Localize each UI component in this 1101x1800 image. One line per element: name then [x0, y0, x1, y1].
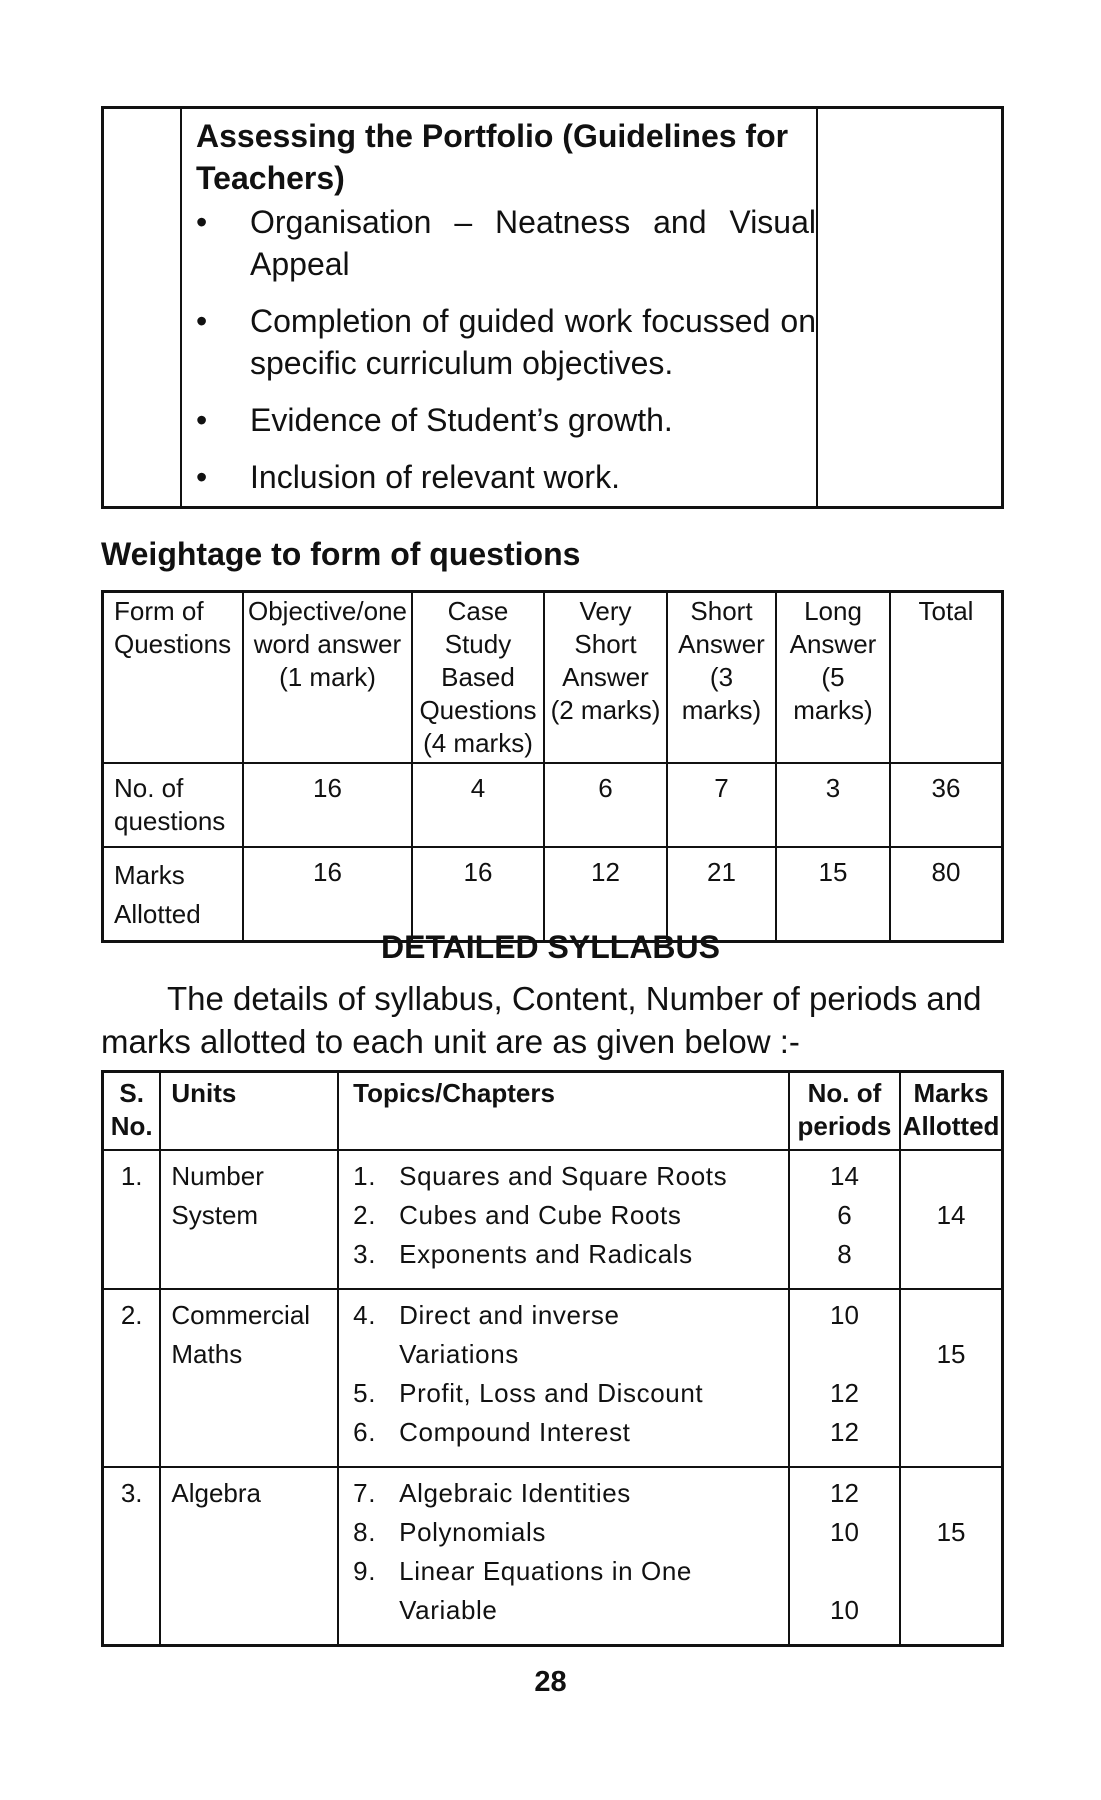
- topic-item: [353, 1474, 788, 1513]
- topic-number: 2.: [353, 1200, 377, 1230]
- topic-text: Compound Interest: [399, 1417, 631, 1447]
- topic-number: [353, 1591, 399, 1630]
- topic-text: Direct and inverse: [399, 1300, 620, 1330]
- table-row: [103, 1150, 1003, 1289]
- row-label: Marks Allotted: [103, 847, 244, 942]
- periods-list: [790, 1151, 899, 1288]
- syllabus-header-row: [103, 1072, 1003, 1151]
- row-sno: 3.: [120, 1478, 143, 1508]
- table-cell: 80: [890, 847, 1003, 942]
- row-sno: 1.: [120, 1161, 143, 1191]
- topic-item: [353, 1157, 788, 1196]
- topic-text: Squares and Square Roots: [399, 1161, 728, 1191]
- topic-text: Cubes and Cube Roots: [399, 1200, 682, 1230]
- row-label: No. of questions: [103, 763, 244, 847]
- row-unit: Commercial Maths: [171, 1300, 311, 1369]
- period-value: 6: [837, 1200, 852, 1230]
- marks-value: 15: [936, 1517, 966, 1547]
- portfolio-box: [101, 106, 1004, 509]
- topic-item: [353, 1235, 788, 1274]
- topic-number: 3.: [353, 1239, 377, 1269]
- header-sno: S. No.: [103, 1072, 161, 1151]
- portfolio-divider-left: [180, 109, 182, 506]
- weightage-title: Weightage to form of questions: [101, 536, 581, 572]
- period-value: 10: [829, 1300, 859, 1330]
- row-unit: Algebra: [171, 1478, 262, 1508]
- period-value: 12: [829, 1417, 859, 1447]
- period-value: [790, 1335, 899, 1374]
- table-cell: 16: [412, 847, 544, 942]
- period-value: 14: [829, 1161, 859, 1191]
- topic-item: [353, 1374, 788, 1413]
- header-short: Short Answer (3 marks): [667, 592, 776, 764]
- syllabus-intro: The details of syllabus, Content, Number of periods and marks allotted to each unit are as given below :-: [101, 980, 982, 1060]
- weightage-table: [101, 590, 1004, 943]
- table-cell: 36: [890, 763, 1003, 847]
- topic-item: [353, 1591, 788, 1630]
- table-row: [103, 1289, 1003, 1467]
- topic-text: Variable: [399, 1595, 498, 1625]
- marks-value: 15: [936, 1339, 966, 1369]
- topic-text: Profit, Loss and Discount: [399, 1378, 704, 1408]
- table-row: [103, 763, 1003, 847]
- weightage-header-row: [103, 592, 1003, 764]
- table-cell: 6: [544, 763, 667, 847]
- table-cell: 15: [776, 847, 890, 942]
- portfolio-item: [196, 201, 816, 285]
- topic-item: [353, 1552, 788, 1591]
- topic-number: 1.: [353, 1161, 377, 1191]
- period-value: 10: [829, 1517, 859, 1547]
- topic-item: [353, 1413, 788, 1452]
- table-row: [103, 1467, 1003, 1646]
- topic-text: Linear Equations in One: [399, 1556, 692, 1586]
- periods-list: [790, 1290, 899, 1466]
- bullet-icon: •: [196, 303, 208, 339]
- period-value: 8: [837, 1239, 852, 1269]
- topic-item: [353, 1296, 788, 1335]
- topic-number: 7.: [353, 1478, 377, 1508]
- portfolio-item-text: Inclusion of relevant work.: [250, 459, 620, 495]
- portfolio-item-text: Completion of guided work focussed on specific curriculum objectives.: [250, 303, 816, 381]
- table-cell: 16: [243, 847, 412, 942]
- period-value: 12: [829, 1378, 859, 1408]
- marks-cell: [901, 1468, 1001, 1566]
- topic-number: 9.: [353, 1556, 377, 1586]
- portfolio-item-text: Organisation – Neatness and Visual Appeal: [250, 204, 816, 282]
- header-periods: No. of periods: [789, 1072, 900, 1151]
- topic-list: [353, 1290, 788, 1466]
- topic-text: Polynomials: [399, 1517, 546, 1547]
- periods-list: [790, 1468, 899, 1644]
- topic-number: 4.: [353, 1300, 377, 1330]
- header-long: Long Answer (5 marks): [776, 592, 890, 764]
- topic-text: Variations: [399, 1339, 519, 1369]
- row-unit: Number System: [171, 1161, 264, 1230]
- table-cell: 12: [544, 847, 667, 942]
- table-cell: 16: [243, 763, 412, 847]
- header-units: Units: [160, 1072, 338, 1151]
- table-cell: 7: [667, 763, 776, 847]
- topic-list: [353, 1468, 788, 1644]
- topic-list: [353, 1151, 788, 1288]
- portfolio-list: [196, 201, 816, 513]
- header-topics: Topics/Chapters: [338, 1072, 789, 1151]
- topic-number: [353, 1335, 399, 1374]
- topic-text: Algebraic Identities: [399, 1478, 631, 1508]
- portfolio-item: [196, 456, 816, 498]
- syllabus-table: [101, 1070, 1004, 1647]
- portfolio-heading: Assessing the Portfolio (Guidelines for Teachers): [196, 118, 789, 196]
- period-value: 10: [829, 1595, 859, 1625]
- topic-text: Exponents and Radicals: [399, 1239, 693, 1269]
- period-value: 12: [829, 1478, 859, 1508]
- marks-value: 14: [936, 1200, 966, 1230]
- page-number: 28: [534, 1666, 567, 1698]
- portfolio-item-text: Evidence of Student’s growth.: [250, 402, 673, 438]
- row-sno: 2.: [120, 1300, 143, 1330]
- topic-item: [353, 1513, 788, 1552]
- topic-number: 6.: [353, 1417, 377, 1447]
- marks-cell: [901, 1290, 1001, 1388]
- portfolio-item: [196, 300, 816, 384]
- portfolio-item: [196, 399, 816, 441]
- bullet-icon: •: [196, 459, 208, 495]
- topic-item: [353, 1196, 788, 1235]
- table-cell: 21: [667, 847, 776, 942]
- topic-number: 8.: [353, 1517, 377, 1547]
- bullet-icon: •: [196, 204, 208, 240]
- header-objective: Objective/one word answer (1 mark): [243, 592, 412, 764]
- header-form-of-questions: Form of Questions: [103, 592, 244, 764]
- header-marks: Marks Allotted: [900, 1072, 1002, 1151]
- marks-cell: [901, 1151, 1001, 1249]
- topic-number: 5.: [353, 1378, 377, 1408]
- header-very-short: Very Short Answer (2 marks): [544, 592, 667, 764]
- table-cell: 3: [776, 763, 890, 847]
- portfolio-divider-right: [816, 109, 818, 506]
- header-case-study: Case Study Based Questions (4 marks): [412, 592, 544, 764]
- header-total: Total: [890, 592, 1003, 764]
- topic-item: [353, 1335, 788, 1374]
- table-cell: 4: [412, 763, 544, 847]
- syllabus-title: DETAILED SYLLABUS: [381, 929, 720, 965]
- bullet-icon: •: [196, 402, 208, 438]
- period-value: [790, 1552, 899, 1591]
